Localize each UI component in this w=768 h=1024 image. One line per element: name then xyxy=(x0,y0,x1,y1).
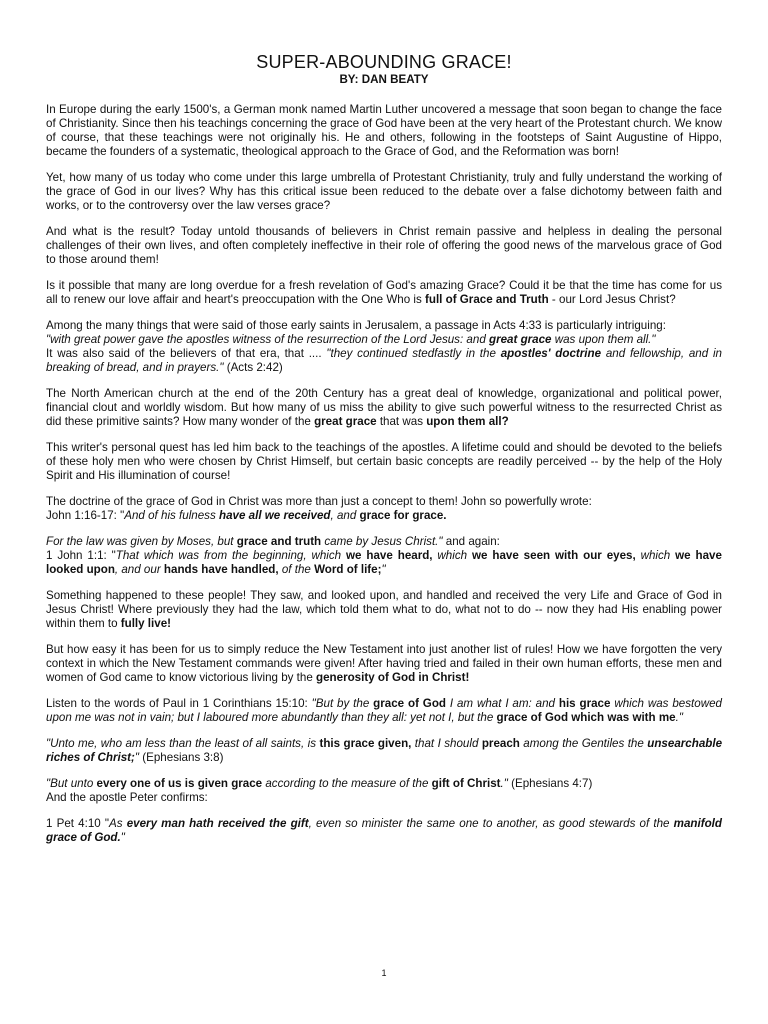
paragraph-12: Listen to the words of Paul in 1 Corinthians 15:10: "But by the grace of God I am what I am: and his grace which was bestowed upon me was not in vain; but I laboured more abundantly than they all: yet not I, but the grace of God which was with me." xyxy=(46,697,722,724)
author-byline: BY: DAN BEATY xyxy=(339,73,429,86)
paragraph-6: The North American church at the end of the 20th Century has a great deal of knowledge, organizational and political power, financial clout and worldly wisdom. But how many of us miss the ability to give such powerful witness to the resurrected Christ as did these primitive saints? How many wonder of the great grace that was upon them all? xyxy=(46,387,722,428)
paragraph-5: Among the many things that were said of those early saints in Jerusalem, a passage in Acts 4:33 is particularly intriguing: "with great power gave the apostles witness of the resurrection of the Lord Jesus: and great grace was upon them all." It was also said of the believers of that era, that .... "they continued stedfastly in the apostles' doctrine and fellowship, and in breaking of bread, and in prayers." (Acts 2:42) xyxy=(46,319,722,374)
paragraph-11: But how easy it has been for us to simply reduce the New Testament into just another list of rules! How we have forgotten the very context in which the New Testament commands were given! After having tried and failed in their own human efforts, these men and women of God came to know victorious living by the generosity of God in Christ! xyxy=(46,643,722,684)
paragraph-7: This writer's personal quest has led him back to the teachings of the apostles. A lifetime could and should be devoted to the beliefs of these holy men who were chosen by Christ Himself, but certain basic concepts are readily perceived -- by the help of the Holy Spirit and His illumination of course! xyxy=(46,441,722,482)
paragraph-13: "Unto me, who am less than the least of all saints, is this grace given, that I should preach among the Gentiles the unsearchable riches of Christ;" (Ephesians 3:8) xyxy=(46,737,723,764)
document-page xyxy=(46,52,722,845)
page-number: 1 xyxy=(381,968,387,978)
paragraph-2: Yet, how many of us today who come under this large umbrella of Protestant Christianity, truly and fully understand the working of the grace of God in our lives? Why has this critical issue been reduced to the debate over a false dichotomy between faith and works, or to the controversy over the law verses grace? xyxy=(46,171,722,212)
paragraph-9: For the law was given by Moses, but grace and truth came by Jesus Christ." and again: 1 John 1:1: "That which was from the beginning, which we have heard, which we have seen with our eyes, which we have looked upon, and our hands have handled, of the Word of life;" xyxy=(46,535,722,576)
paragraph-14: "But unto every one of us is given grace according to the measure of the gift of Christ." (Ephesians 4:7) And the apostle Peter confirms: xyxy=(46,777,593,804)
paragraph-10: Something happened to these people! They saw, and looked upon, and handled and received the very Life and Grace of God in Jesus Christ! Where previously they had the law, which told them what to do, what not to do -- now they had His enabling power within them to fully live! xyxy=(46,589,722,630)
paragraph-1: In Europe during the early 1500's, a German monk named Martin Luther uncovered a message that soon began to change the face of Christianity. Since then his teachings concerning the grace of God have been at the very heart of the Protestant church. We know of course, that these teachings were not originally his. He and others, following in the footsteps of Saint Augustine of Hippo, became the founders of a systematic, theological approach to the Grace of God, and the Reformation was born! xyxy=(46,103,722,158)
paragraph-4: Is it possible that many are long overdue for a fresh revelation of God's amazing Grace? Could it be that the time has come for us all to renew our love affair and heart's preoccupation with the One Who is full of Grace and Truth - our Lord Jesus Christ? xyxy=(46,279,722,306)
paragraph-8: The doctrine of the grace of God in Christ was more than just a concept to them! John so powerfully wrote: John 1:16-17: "And of his fulness have all we received, and grace for grace. xyxy=(46,495,592,522)
paragraph-15: 1 Pet 4:10 "As every man hath received the gift, even so minister the same one to another, as good stewards of the manifold grace of God." xyxy=(46,817,722,844)
paragraph-3: And what is the result? Today untold thousands of believers in Christ remain passive and helpless in dealing the personal challenges of their own lives, and often completely ineffective in their role of offering the good news of the marvelous grace of God to those around them! xyxy=(46,225,722,266)
document-title: SUPER-ABOUNDING GRACE! xyxy=(256,52,512,72)
